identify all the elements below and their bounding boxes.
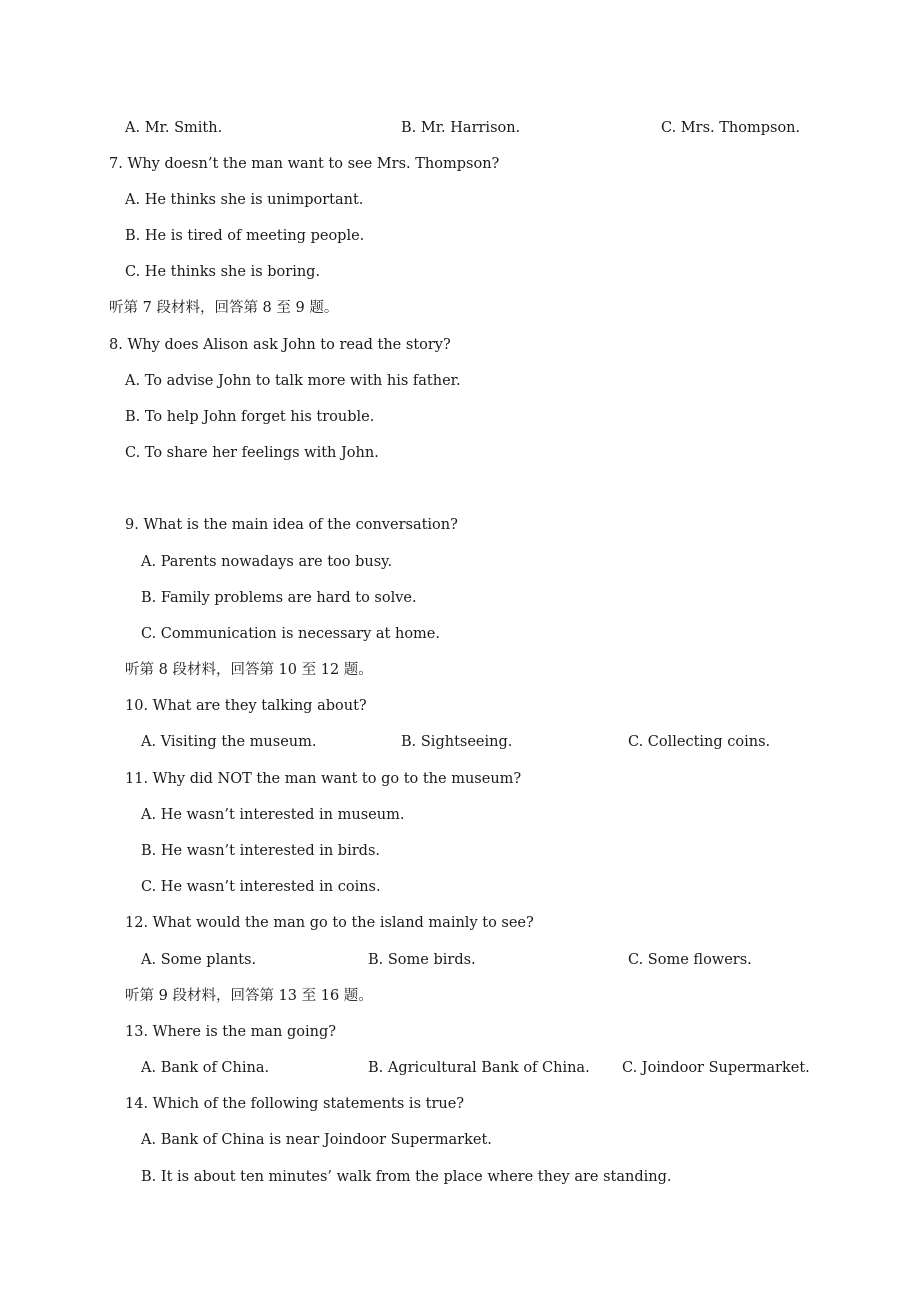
q11-option-b: B. He wasn’t interested in birds. bbox=[141, 843, 380, 859]
q10-question: 10. What are they talking about? bbox=[125, 698, 367, 714]
q6-option-b: B. Mr. Harrison. bbox=[401, 120, 521, 136]
section-8-instruction: 听第 8 段材料，回答第 10 至 12 题。 bbox=[125, 662, 373, 678]
section-9-instruction: 听第 9 段材料，回答第 13 至 16 题。 bbox=[125, 988, 373, 1004]
q7-question: 7. Why doesn’t the man want to see Mrs. Thompson? bbox=[109, 156, 500, 172]
q14-option-b: B. It is about ten minutes’ walk from the place where they are standing. bbox=[141, 1169, 672, 1185]
q12-option-b: B. Some birds. bbox=[368, 952, 476, 968]
q7-option-a: A. He thinks she is unimportant. bbox=[125, 192, 364, 208]
q12-option-c: C. Some flowers. bbox=[628, 952, 752, 968]
q8-option-a: A. To advise John to talk more with his father. bbox=[125, 373, 461, 389]
q8-question: 8. Why does Alison ask John to read the story? bbox=[109, 337, 451, 353]
q6-option-c: C. Mrs. Thompson. bbox=[661, 120, 801, 136]
q11-question: 11. Why did NOT the man want to go to the museum? bbox=[125, 771, 522, 787]
q9-option-b: B. Family problems are hard to solve. bbox=[141, 590, 417, 606]
q13-option-b: B. Agricultural Bank of China. bbox=[368, 1060, 590, 1076]
q9-option-c: C. Communication is necessary at home. bbox=[141, 626, 440, 642]
q10-option-a: A. Visiting the museum. bbox=[141, 734, 317, 750]
q14-option-a: A. Bank of China is near Joindoor Supermarket. bbox=[141, 1132, 492, 1148]
q13-option-c: C. Joindoor Supermarket. bbox=[622, 1060, 810, 1076]
q9-question: 9. What is the main idea of the conversation? bbox=[125, 517, 458, 533]
q14-question: 14. Which of the following statements is true? bbox=[125, 1096, 465, 1112]
q13-option-a: A. Bank of China. bbox=[141, 1060, 270, 1076]
q7-option-c: C. He thinks she is boring. bbox=[125, 264, 321, 280]
q7-option-b: B. He is tired of meeting people. bbox=[125, 228, 365, 244]
q12-option-a: A. Some plants. bbox=[141, 952, 257, 968]
q10-option-c: C. Collecting coins. bbox=[628, 734, 771, 750]
q6-option-a: A. Mr. Smith. bbox=[125, 120, 223, 136]
q8-option-c: C. To share her feelings with John. bbox=[125, 445, 379, 461]
q13-question: 13. Where is the man going? bbox=[125, 1024, 337, 1040]
q11-option-c: C. He wasn’t interested in coins. bbox=[141, 879, 381, 895]
q12-question: 12. What would the man go to the island mainly to see? bbox=[125, 915, 534, 931]
q8-option-b: B. To help John forget his trouble. bbox=[125, 409, 375, 425]
q10-option-b: B. Sightseeing. bbox=[401, 734, 513, 750]
q9-option-a: A. Parents nowadays are too busy. bbox=[141, 554, 393, 570]
section-7-instruction: 听第 7 段材料，回答第 8 至 9 题。 bbox=[109, 300, 339, 316]
q11-option-a: A. He wasn’t interested in museum. bbox=[141, 807, 405, 823]
